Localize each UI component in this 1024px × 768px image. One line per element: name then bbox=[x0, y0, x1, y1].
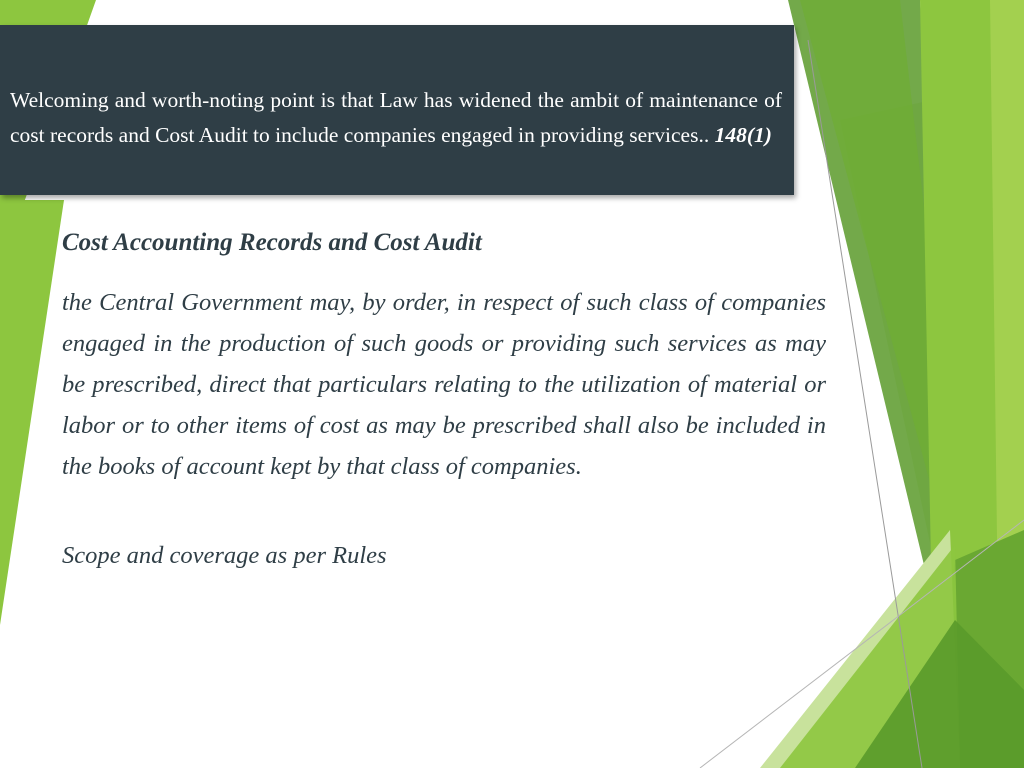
body-paragraph: the Central Government may, by order, in respect of such class of companies engaged in the production of such goods or providing such services as may be prescribed, direct that particulars relating to the utilization of material or labor or to other items of cost as may be prescribed shall also be included in the books of account kept by that class of companies. bbox=[62, 289, 826, 480]
scope-line: Scope and coverage as per Rules bbox=[62, 542, 387, 569]
title-text bbox=[10, 83, 782, 153]
title-box bbox=[0, 25, 794, 195]
section-heading: Cost Accounting Records and Cost Audit bbox=[62, 229, 482, 256]
section-reference: 148(1) bbox=[714, 123, 772, 147]
left-green-side-shape bbox=[0, 200, 64, 625]
title-text-main: Welcoming and worth-noting point is that Law has widened the ambit of maintenance of cost records and Cost Audit to include companies engaged in providing services.. bbox=[10, 88, 782, 147]
